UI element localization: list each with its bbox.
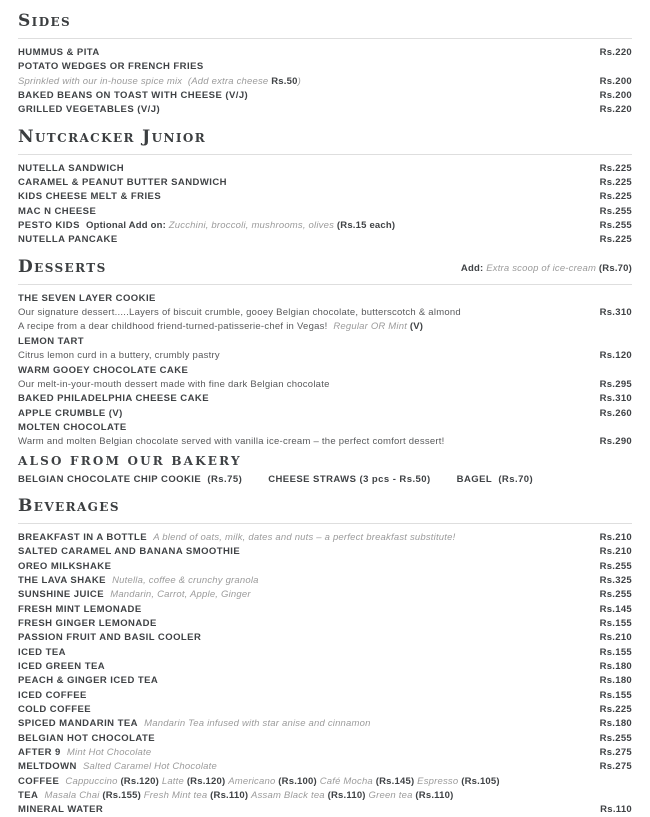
item-description: Optional Add on: <box>86 220 169 232</box>
item-price: Rs.155 <box>599 689 632 701</box>
item-text <box>18 363 632 377</box>
item-price: Rs.225 <box>599 704 632 716</box>
section-header <box>18 250 632 284</box>
item-text <box>18 573 592 587</box>
section-note <box>461 261 632 276</box>
item-text <box>18 544 592 558</box>
item-price: Rs.255 <box>599 205 632 217</box>
item-name: COLD COFFEE <box>18 704 92 716</box>
item-text <box>18 645 592 659</box>
item-text <box>18 434 592 448</box>
menu-item-row <box>18 232 632 246</box>
item-text <box>18 59 632 73</box>
item-name: WARM GOOEY CHOCOLATE CAKE <box>18 364 189 376</box>
item-text <box>18 559 592 573</box>
item-name: MELTDOWN <box>18 761 84 773</box>
item-name: THE SEVEN LAYER COOKIE <box>18 292 156 304</box>
item-description: (Rs.110) <box>415 790 454 802</box>
item-name: TEA <box>18 790 45 802</box>
item-description: Mandarin, Carrot, Apple, Ginger <box>110 589 251 601</box>
item-description: Green tea <box>368 790 416 802</box>
item-price: Rs.155 <box>599 617 632 629</box>
item-name: BAKED BEANS ON TOAST WITH CHEESE (V/J) <box>18 90 249 102</box>
item-text <box>18 319 632 333</box>
item-price: Rs.180 <box>599 661 632 672</box>
menu-item-row <box>18 530 632 544</box>
item-name: LEMON TART <box>18 335 85 347</box>
section-divider <box>18 523 632 524</box>
item-name: HUMMUS & PITA <box>18 47 100 58</box>
item-name: MINERAL WATER <box>18 804 104 816</box>
item-name: MAC N CHEESE <box>18 205 97 217</box>
item-text <box>18 406 592 420</box>
section-nutcracker-junior <box>18 120 632 247</box>
menu-item-row <box>18 420 632 434</box>
item-text <box>18 45 592 59</box>
item-name: FRESH GINGER LEMONADE <box>18 617 157 629</box>
section-note-segment: Extra scoop of ice-cream <box>486 262 599 274</box>
item-text <box>18 391 592 405</box>
item-name: PASSION FRUIT AND BASIL COOLER <box>18 632 202 644</box>
menu-item-row <box>18 788 632 802</box>
item-price: Rs.255 <box>599 732 632 744</box>
item-text <box>18 189 592 203</box>
item-price: Rs.155 <box>599 646 632 658</box>
item-name: BREAKFAST IN A BOTTLE <box>18 531 154 543</box>
item-description: Fresh Mint tea <box>143 790 211 802</box>
item-description: Warm and molten Belgian chocolate served with vanilla ice-cream – the perfect comfort dessert! <box>18 436 445 448</box>
section-note-segment: (Rs.70) <box>598 262 632 274</box>
item-text <box>18 74 592 88</box>
item-text <box>18 232 592 246</box>
item-price: Rs.275 <box>599 747 632 759</box>
item-text <box>18 102 592 116</box>
item-description: ) <box>297 75 301 87</box>
item-price: Rs.275 <box>599 761 632 773</box>
item-text <box>18 602 592 616</box>
item-text <box>18 673 592 687</box>
item-price: Rs.255 <box>599 560 632 572</box>
menu-item-row <box>18 630 632 644</box>
section-divider <box>18 38 632 39</box>
item-text <box>18 334 632 348</box>
section-header <box>18 489 632 523</box>
item-text <box>18 716 592 730</box>
menu-item-row <box>18 587 632 601</box>
item-description: Café Mocha <box>319 775 376 787</box>
section-header <box>18 4 632 38</box>
item-description: Mandarin Tea infused with star anise and cinnamon <box>144 718 371 730</box>
menu-item-row <box>18 472 632 486</box>
item-text <box>18 587 592 601</box>
item-price: Rs.310 <box>599 307 632 319</box>
menu-item-row <box>18 544 632 558</box>
item-text <box>18 759 592 773</box>
menu-item-row <box>18 391 632 405</box>
menu-item-row <box>18 45 632 59</box>
menu-item-row <box>18 218 632 232</box>
item-name: POTATO WEDGES OR FRENCH FRIES <box>18 61 204 73</box>
item-description: Zucchini, broccoli, mushrooms, olives <box>168 220 337 232</box>
item-text <box>18 88 592 102</box>
item-text <box>18 731 592 745</box>
item-name: CHEESE STRAWS (3 pcs - Rs.50) <box>268 473 431 485</box>
section-header <box>18 120 632 154</box>
item-description: A blend of oats, milk, dates and nuts – a perfect breakfast substitute! <box>153 531 456 543</box>
item-text <box>18 616 592 630</box>
item-price: Rs.110 <box>600 804 632 816</box>
item-text <box>18 161 592 175</box>
section-title: Desserts <box>18 256 107 277</box>
item-price: Rs.310 <box>599 393 632 405</box>
menu-item-row <box>18 74 632 88</box>
item-text <box>18 175 592 189</box>
menu-item-row <box>18 673 632 687</box>
item-name: BAGEL (Rs.70) <box>456 473 534 485</box>
item-name: APPLE CRUMBLE (V) <box>18 407 123 419</box>
menu-item-row <box>18 406 632 420</box>
item-price: Rs.295 <box>599 378 632 390</box>
item-name: ICED GREEN TEA <box>18 661 106 672</box>
item-description: (Rs.155) <box>102 790 144 802</box>
menu-item-row <box>18 659 632 673</box>
item-name: MOLTEN CHOCOLATE <box>18 421 127 433</box>
menu-item-row <box>18 573 632 587</box>
item-text <box>18 420 632 434</box>
item-description: Sprinkled with our in-house spice mix (Add extra cheese <box>18 75 272 87</box>
item-description: A recipe from a dear childhood friend-turned-patisserie-chef in Vegas! <box>18 321 334 333</box>
item-price: Rs.290 <box>599 436 632 448</box>
item-description: Masala Chai <box>44 790 103 802</box>
menu-item-row <box>18 161 632 175</box>
menu-item-row <box>18 602 632 616</box>
section-title: Beverages <box>18 495 120 516</box>
item-name: BAKED PHILADELPHIA CHEESE CAKE <box>18 393 210 405</box>
item-text <box>18 702 592 716</box>
section-title: Nutcracker Junior <box>18 126 207 147</box>
menu-item-row <box>18 377 632 391</box>
menu-item-row <box>18 319 632 333</box>
menu-item-row <box>18 774 632 788</box>
menu-item-row <box>18 759 632 773</box>
item-name: CARAMEL & PEANUT BUTTER SANDWICH <box>18 177 227 189</box>
item-price: Rs.120 <box>599 350 632 362</box>
item-text <box>18 659 592 673</box>
item-name: ICED TEA <box>18 646 66 658</box>
item-text <box>18 472 632 486</box>
item-price: Rs.220 <box>599 47 632 58</box>
item-text <box>18 788 632 802</box>
menu-item-row <box>18 102 632 116</box>
item-description: Assam Black tea <box>251 790 328 802</box>
item-description: Latte <box>161 775 187 787</box>
menu-item-row <box>18 745 632 759</box>
item-description: (Rs.120) <box>120 775 162 787</box>
item-name: NUTELLA SANDWICH <box>18 162 125 174</box>
section-desserts <box>18 250 632 486</box>
item-text <box>18 802 592 816</box>
item-price: Rs.210 <box>599 546 632 558</box>
item-description: Salted Caramel Hot Chocolate <box>83 761 217 773</box>
menu-item-row <box>18 334 632 348</box>
item-price: Rs.255 <box>599 220 632 232</box>
item-text <box>18 377 592 391</box>
menu-item-row <box>18 204 632 218</box>
item-name: GRILLED VEGETABLES (V/J) <box>18 104 161 116</box>
item-price: Rs.225 <box>599 177 632 189</box>
item-name: SALTED CARAMEL AND BANANA SMOOTHIE <box>18 546 241 558</box>
item-name: ICED COFFEE <box>18 689 87 701</box>
menu-item-row <box>18 559 632 573</box>
menu-item-row <box>18 88 632 102</box>
item-price: Rs.210 <box>599 632 632 644</box>
item-price: Rs.180 <box>599 718 632 730</box>
section-title: Sides <box>18 11 72 31</box>
item-description: (Rs.100) <box>278 775 320 787</box>
item-name: THE LAVA SHAKE <box>18 574 113 586</box>
item-name: COFFEE <box>18 775 66 787</box>
item-text <box>18 630 592 644</box>
menu-item-row <box>18 645 632 659</box>
menu-item-row <box>18 363 632 377</box>
item-price: Rs.255 <box>599 589 632 601</box>
item-description: (Rs.145) <box>375 775 418 787</box>
item-price: Rs.180 <box>599 675 632 687</box>
item-price: Rs.225 <box>599 191 632 203</box>
menu-item-row <box>18 189 632 203</box>
item-description: (Rs.110) <box>210 790 252 802</box>
item-text <box>18 291 632 305</box>
item-name: FRESH MINT LEMONADE <box>18 603 142 615</box>
item-description: Nutella, coffee & crunchy granola <box>112 574 259 586</box>
item-price: Rs.325 <box>599 574 632 586</box>
item-description: (V) <box>409 321 424 333</box>
item-description: Citrus lemon curd in a buttery, crumbly pastry <box>18 350 220 362</box>
item-description: Regular OR Mint <box>333 321 410 333</box>
item-name: BELGIAN CHOCOLATE CHIP COOKIE (Rs.75) <box>18 473 243 485</box>
item-text <box>18 348 592 362</box>
item-description: (Rs.15 each) <box>336 220 396 232</box>
item-price: Rs.260 <box>599 407 632 419</box>
item-description: Our melt-in-your-mouth dessert made with fine dark Belgian chocolate <box>18 378 330 390</box>
item-price: Rs.220 <box>599 104 632 116</box>
item-text <box>18 745 592 759</box>
menu-item-row <box>18 731 632 745</box>
item-description: (Rs.110) <box>327 790 369 802</box>
item-price: Rs.225 <box>599 162 632 174</box>
item-text <box>18 530 592 544</box>
item-price: Rs.200 <box>599 90 632 102</box>
item-description: Our signature dessert.....Layers of biscuit crumble, gooey Belgian chocolate, butterscotch & almond <box>18 307 461 319</box>
menu-item-row <box>18 434 632 448</box>
menu-item-row <box>18 616 632 630</box>
item-name: SPICED MANDARIN TEA <box>18 718 145 730</box>
section-beverages <box>18 489 632 817</box>
item-description: Mint Hot Chocolate <box>66 747 152 759</box>
item-text <box>18 218 592 232</box>
item-description: Espresso <box>417 775 462 787</box>
section-subheader: ALSO FROM OUR BAKERY <box>18 453 242 468</box>
item-description: (Rs.105) <box>461 775 500 787</box>
item-price: Rs.210 <box>599 531 632 543</box>
menu-item-row <box>18 802 632 816</box>
item-description: Cappuccino <box>65 775 121 787</box>
menu-item-row <box>18 716 632 730</box>
item-description: Americano <box>228 775 279 787</box>
menu-item-row <box>18 59 632 73</box>
section-note-segment: Add: <box>460 262 487 274</box>
item-description: Rs.50 <box>271 75 298 87</box>
item-price: Rs.200 <box>599 75 632 87</box>
item-name: AFTER 9 <box>18 747 67 759</box>
item-price: Rs.225 <box>599 234 632 246</box>
menu-item-row <box>18 291 632 305</box>
menu-item-row <box>18 702 632 716</box>
section-divider <box>18 154 632 155</box>
menu-item-row <box>18 175 632 189</box>
item-description: (Rs.120) <box>186 775 229 787</box>
item-price: Rs.145 <box>599 603 632 615</box>
item-name: OREO MILKSHAKE <box>18 560 112 572</box>
item-name: PESTO KIDS <box>18 220 87 232</box>
item-text <box>18 305 592 319</box>
section-divider <box>18 284 632 285</box>
item-name: KIDS CHEESE MELT & FRIES <box>18 191 162 203</box>
section-sides <box>18 4 632 117</box>
item-name: BELGIAN HOT CHOCOLATE <box>18 732 155 744</box>
item-name: NUTELLA PANCAKE <box>18 234 118 246</box>
menu-item-row <box>18 348 632 362</box>
item-text <box>18 774 632 788</box>
menu-sections-container <box>18 4 632 817</box>
item-text <box>18 204 592 218</box>
item-name: SUNSHINE JUICE <box>18 589 111 601</box>
item-name: PEACH & GINGER ICED TEA <box>18 675 159 687</box>
menu-item-row <box>18 305 632 319</box>
